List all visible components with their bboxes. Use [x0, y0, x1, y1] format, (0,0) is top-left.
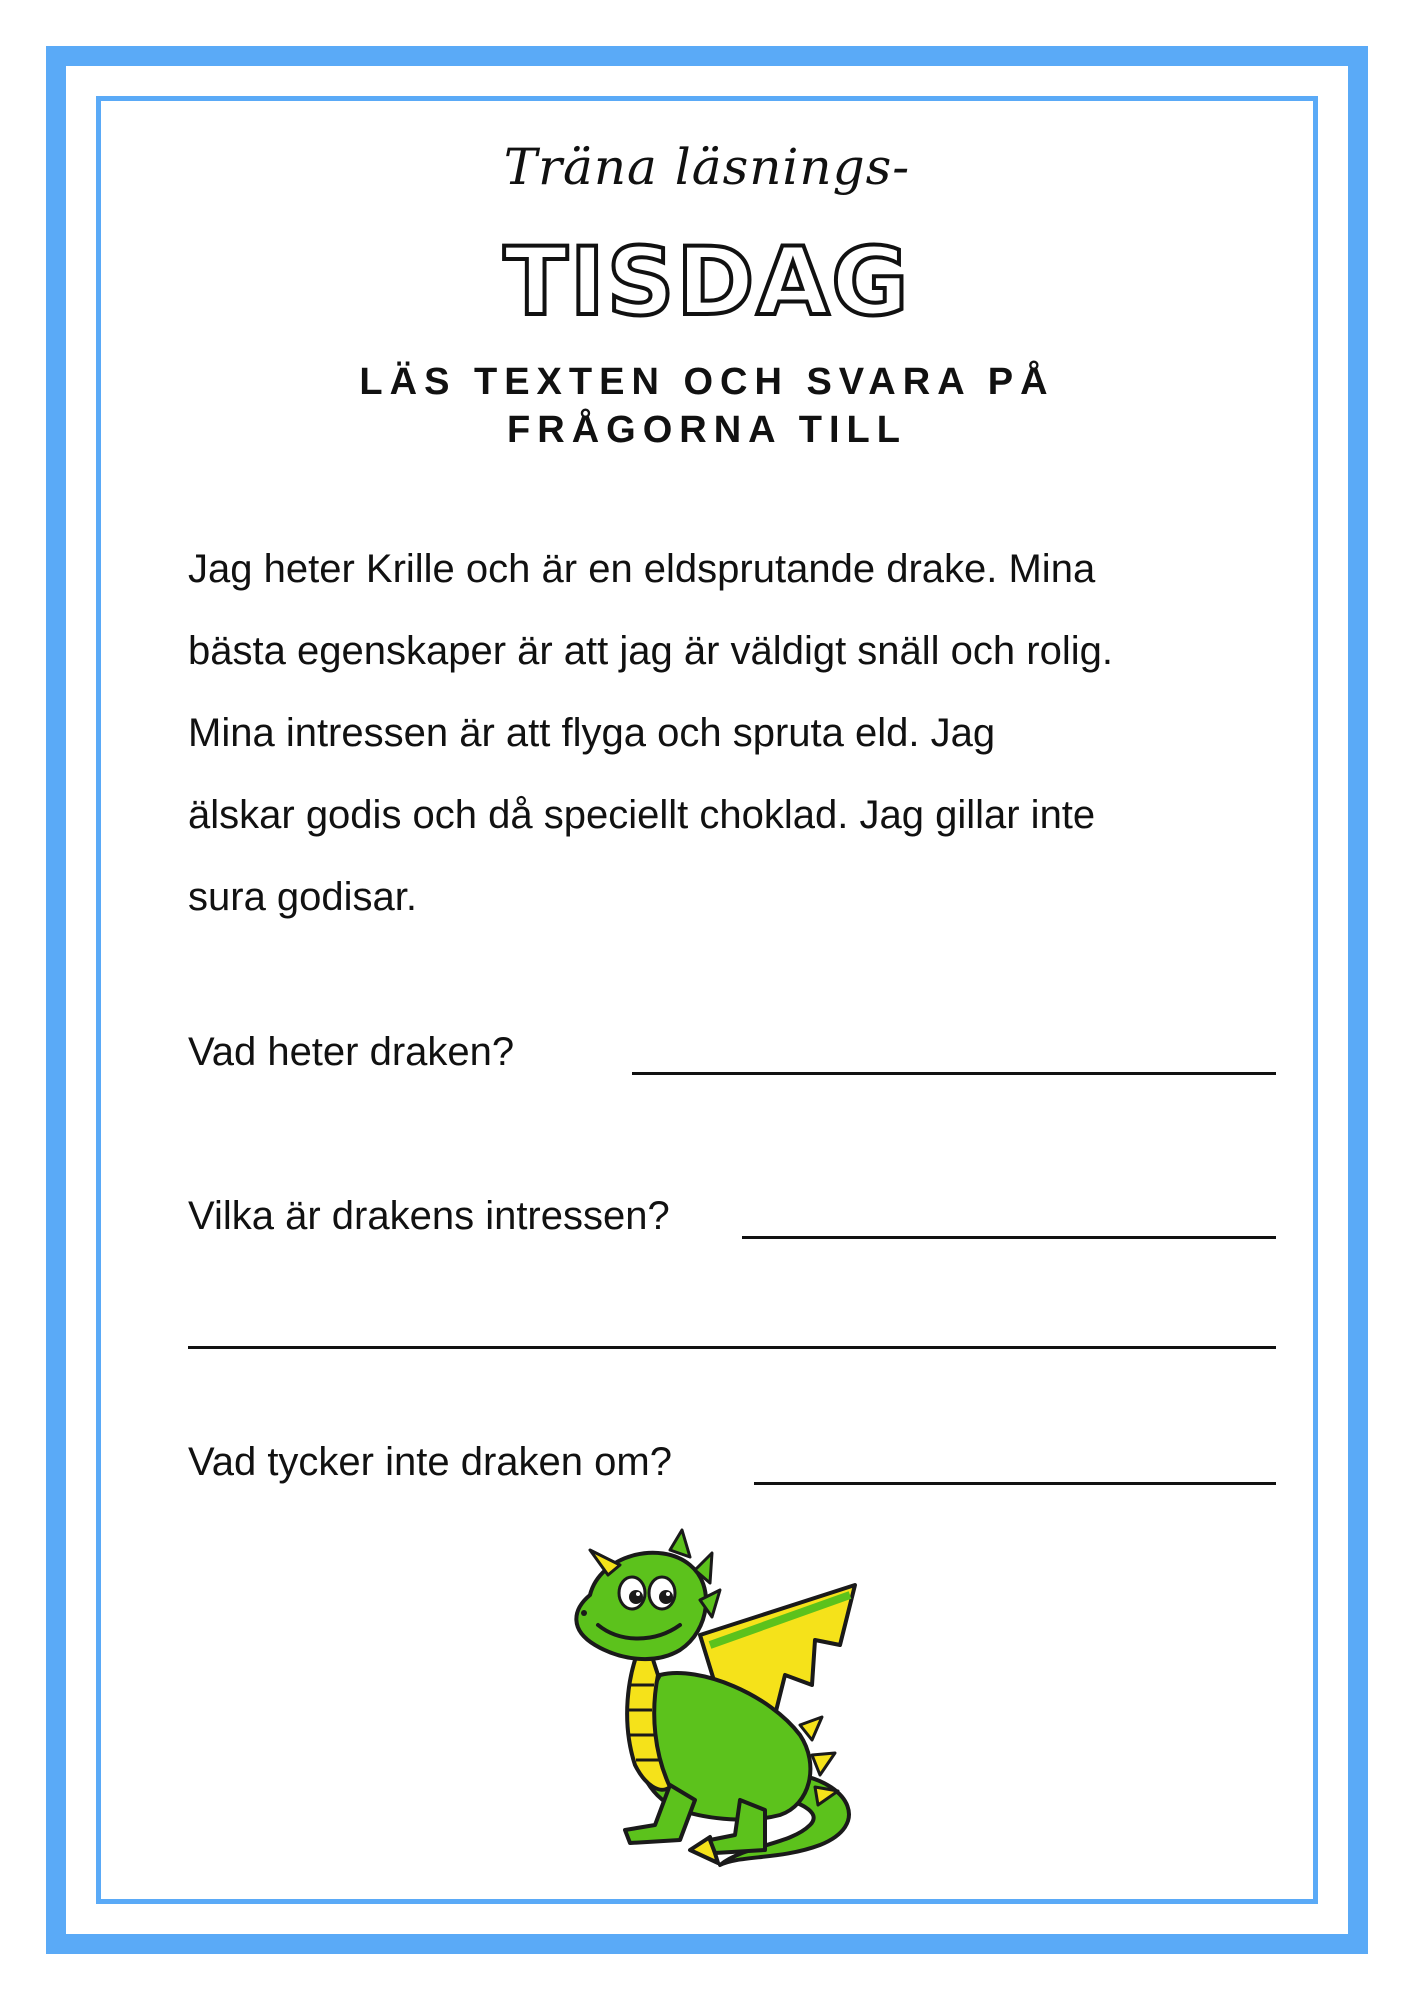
passage-line: bästa egenskaper är att jag är väldigt snäll och rolig. [188, 629, 1113, 673]
instruction-line: LÄS TEXTEN OCH SVARA PÅ [359, 361, 1055, 403]
dragon-icon [550, 1525, 890, 1875]
worksheet-subtitle: Träna läsnings- [503, 138, 911, 196]
instruction-heading [0, 358, 1414, 454]
answer-line-2a[interactable] [742, 1236, 1276, 1239]
passage-line: älskar godis och då speciellt choklad. Jag gillar inte [188, 793, 1096, 837]
instruction-line: FRÅGORNA TILL [507, 409, 907, 451]
answer-line-2b[interactable] [188, 1346, 1276, 1349]
question-1: Vad heter draken? [188, 1030, 515, 1074]
question-2: Vilka är drakens intressen? [188, 1194, 670, 1238]
answer-line-1[interactable] [632, 1072, 1276, 1075]
passage-line: Mina intressen är att flyga och spruta eld. Jag [188, 711, 996, 755]
passage-line: Jag heter Krille och är en eldsprutande drake. Mina [188, 547, 1096, 591]
passage-line: sura godisar. [188, 875, 418, 919]
page-title: TISDAG [503, 228, 911, 337]
reading-passage [188, 528, 1268, 938]
question-3: Vad tycker inte draken om? [188, 1440, 672, 1484]
answer-line-3[interactable] [754, 1482, 1276, 1485]
